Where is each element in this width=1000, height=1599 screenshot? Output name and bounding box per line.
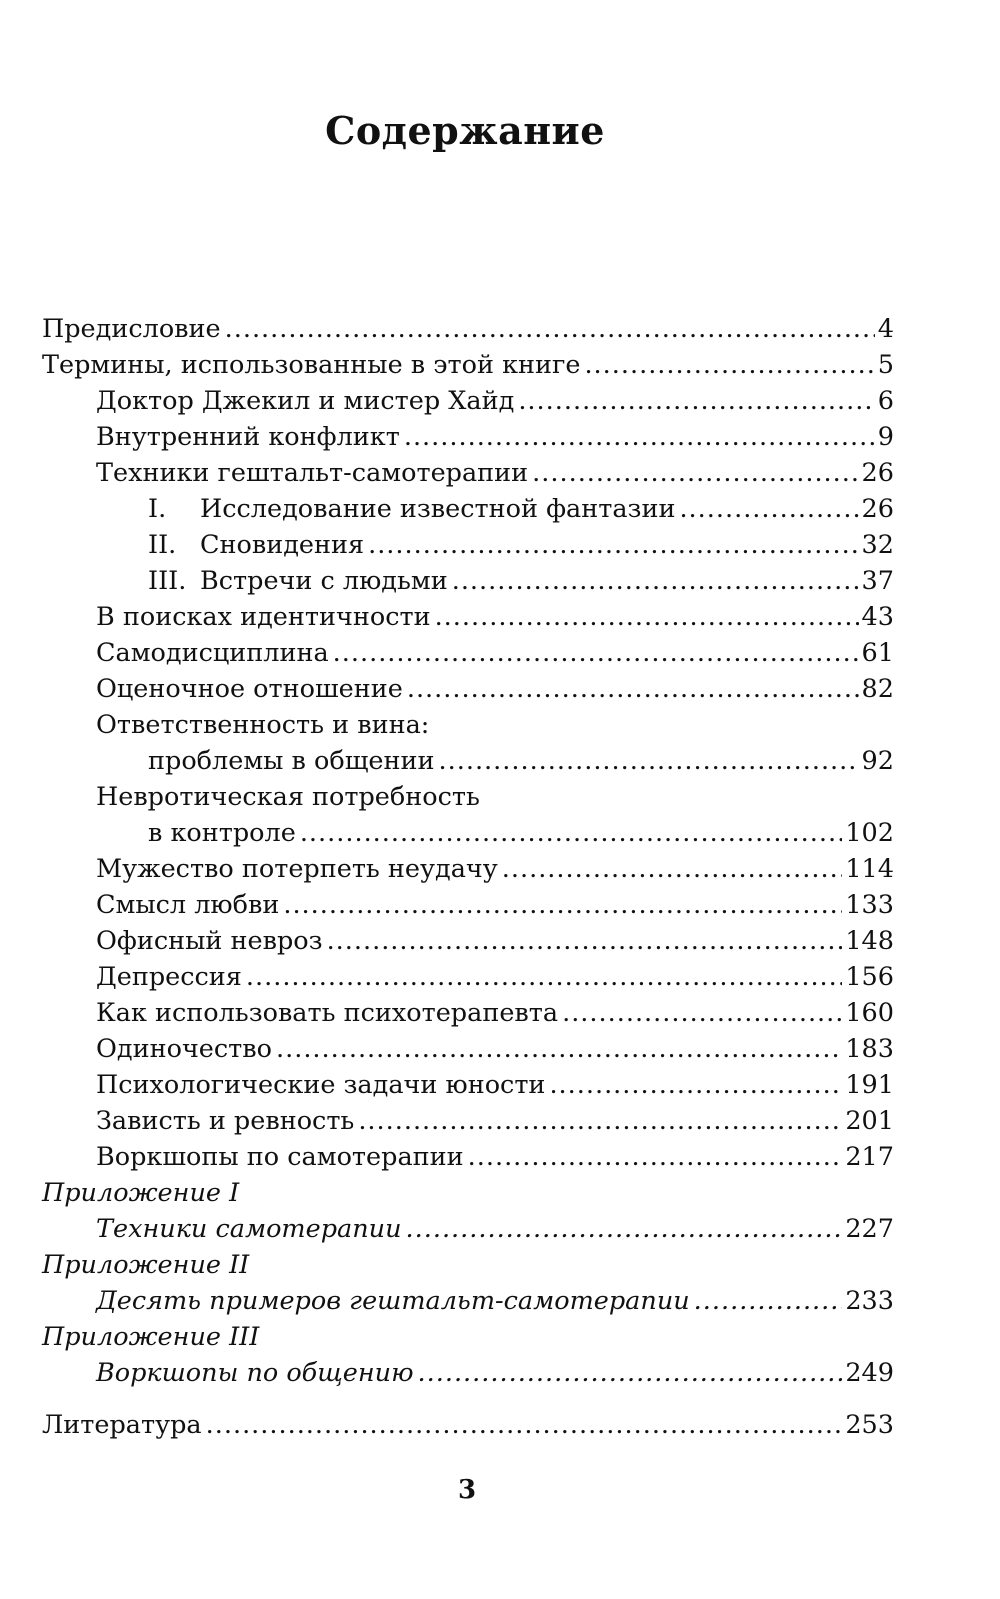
- toc-entry-continuation: [38, 746, 894, 782]
- dot-leader: [283, 890, 842, 920]
- dot-leader: [679, 494, 858, 524]
- toc-entry-title: Термины, использованные в этой книге: [42, 350, 581, 380]
- toc-entry: [38, 926, 894, 962]
- appendix-heading: [38, 1178, 894, 1214]
- dot-leader: [225, 314, 875, 344]
- dot-leader: [502, 854, 843, 884]
- dot-leader: [452, 566, 859, 596]
- toc-entry-title: [148, 494, 675, 524]
- dot-leader: [206, 1410, 843, 1440]
- toc-entry-page: 102: [845, 818, 894, 848]
- dot-leader: [418, 1358, 843, 1388]
- toc-entry-page: 92: [861, 746, 894, 776]
- toc-entry-title: Техники гештальт-самотерапии: [96, 458, 529, 488]
- toc-entry-page: 183: [845, 1034, 894, 1064]
- dot-leader: [406, 1214, 843, 1244]
- appendix-heading: [38, 1250, 894, 1286]
- toc-entry: [38, 854, 894, 890]
- dot-leader: [404, 422, 875, 452]
- toc-entry-title: В поисках идентичности: [96, 602, 431, 632]
- toc-entry-title: Невротическая потребность: [96, 782, 480, 812]
- dot-leader: [358, 1106, 842, 1136]
- toc-entry-first-line: [38, 782, 894, 818]
- toc-entry-title: Как использовать психотерапевта: [96, 998, 559, 1028]
- toc-entry-continuation: [38, 818, 894, 854]
- toc-entry-continuation: [38, 1214, 894, 1250]
- dot-leader: [584, 350, 874, 380]
- toc-entry: [38, 1034, 894, 1070]
- toc-entry-first-line: [38, 710, 894, 746]
- toc-entry: [38, 998, 894, 1034]
- dot-leader: [549, 1070, 842, 1100]
- toc-entry-title: [148, 530, 364, 560]
- toc-entry-page: 32: [861, 530, 894, 560]
- toc-entry-title: Психологические задачи юности: [96, 1070, 546, 1100]
- toc-entry-page: 82: [861, 674, 894, 704]
- toc-entry: [38, 494, 894, 530]
- toc-entry-title: Литература: [42, 1410, 202, 1440]
- toc-entry-title: Одиночество: [96, 1034, 272, 1064]
- toc-entry: [38, 890, 894, 926]
- toc-entry-page: 191: [845, 1070, 894, 1100]
- toc-entry-title: Зависть и ревность: [96, 1106, 355, 1136]
- appendix-title: Приложение I: [42, 1178, 240, 1208]
- toc-entry-page: 249: [845, 1358, 894, 1388]
- toc-entry-text: Исследование известной фантазии: [200, 494, 676, 524]
- toc-entry-title: Оценочное отношение: [96, 674, 403, 704]
- appendix-subtitle: Воркшопы по общению: [96, 1358, 414, 1388]
- toc-entry-numeral: I.: [148, 494, 167, 524]
- dot-leader: [532, 458, 858, 488]
- toc-entry-page: 43: [861, 602, 894, 632]
- toc-entry-numeral: III.: [148, 566, 187, 596]
- toc-entry-page: 160: [845, 998, 894, 1028]
- toc-entry: [38, 602, 894, 638]
- toc-entry-page: 233: [845, 1286, 894, 1316]
- dot-leader: [694, 1286, 843, 1316]
- toc-entry-page: 6: [877, 386, 894, 416]
- toc-entry: [38, 962, 894, 998]
- toc-entry-title: Доктор Джекил и мистер Хайд: [96, 386, 515, 416]
- dot-leader: [300, 818, 843, 848]
- toc-entry-page: 4: [877, 314, 894, 344]
- toc-entry: [38, 422, 894, 458]
- toc-entry-title-continuation: проблемы в общении: [148, 746, 435, 776]
- toc-entry-page: 148: [845, 926, 894, 956]
- page-title: Содержание: [325, 108, 605, 153]
- toc-entry: [38, 1106, 894, 1142]
- toc-entry-page: 61: [861, 638, 894, 668]
- toc-entry-page: 133: [845, 890, 894, 920]
- toc-entry: [38, 530, 894, 566]
- dot-leader: [246, 962, 842, 992]
- toc-entry: [38, 1070, 894, 1106]
- toc-entry: [38, 638, 894, 674]
- toc-entry-page: 114: [845, 854, 894, 884]
- appendix-title: Приложение II: [42, 1250, 250, 1280]
- toc-entry-continuation: [38, 1358, 894, 1394]
- toc-entry-page: 26: [861, 494, 894, 524]
- toc-entry-page: 5: [877, 350, 894, 380]
- appendix-subtitle: Техники самотерапии: [96, 1214, 402, 1244]
- appendix-heading: [38, 1322, 894, 1358]
- page-number: 3: [457, 1475, 477, 1505]
- dot-leader: [368, 530, 858, 560]
- toc-entry-continuation: [38, 1286, 894, 1322]
- dot-leader: [333, 638, 859, 668]
- toc-entry-page: 9: [877, 422, 894, 452]
- dot-leader: [435, 602, 859, 632]
- toc-entry-title: Самодисциплина: [96, 638, 329, 668]
- dot-leader: [439, 746, 859, 776]
- toc-entry-numeral: II.: [148, 530, 177, 560]
- toc-entry: [38, 566, 894, 602]
- dot-leader: [407, 674, 859, 704]
- toc-entry: [38, 386, 894, 422]
- toc-entry-title: Смысл любви: [96, 890, 280, 920]
- toc-entry-title: Депрессия: [96, 962, 242, 992]
- toc-entry-title: Мужество потерпеть неудачу: [96, 854, 498, 884]
- toc-entry: [38, 1410, 894, 1446]
- table-of-contents: [38, 314, 894, 1446]
- toc-entry: [38, 1142, 894, 1178]
- toc-entry-page: 227: [845, 1214, 894, 1244]
- toc-entry-title: Внутренний конфликт: [96, 422, 400, 452]
- toc-entry-page: 26: [861, 458, 894, 488]
- toc-entry-title: Предисловие: [42, 314, 221, 344]
- dot-leader: [562, 998, 842, 1028]
- toc-entry: [38, 674, 894, 710]
- dot-leader: [518, 386, 874, 416]
- toc-entry-title-continuation: в контроле: [148, 818, 296, 848]
- toc-entry: [38, 350, 894, 386]
- toc-entry-page: 201: [845, 1106, 894, 1136]
- toc-entry-title: Ответственность и вина:: [96, 710, 430, 740]
- toc-entry-text: Сновидения: [200, 530, 365, 560]
- dot-leader: [276, 1034, 842, 1064]
- toc-entry-title: [148, 566, 448, 596]
- toc-entry-page: 253: [845, 1410, 894, 1440]
- toc-entry-page: 156: [845, 962, 894, 992]
- dot-leader: [468, 1142, 843, 1172]
- toc-entry: [38, 314, 894, 350]
- appendix-subtitle: Десять примеров гештальт-самотерапии: [96, 1286, 690, 1316]
- toc-entry-title: Офисный невроз: [96, 926, 323, 956]
- toc-entry-page: 37: [861, 566, 894, 596]
- toc-entry: [38, 458, 894, 494]
- toc-entry-title: Воркшопы по самотерапии: [96, 1142, 464, 1172]
- appendix-title: Приложение III: [42, 1322, 260, 1352]
- toc-entry-text: Встречи с людьми: [200, 566, 448, 596]
- toc-entry-page: 217: [845, 1142, 894, 1172]
- dot-leader: [327, 926, 843, 956]
